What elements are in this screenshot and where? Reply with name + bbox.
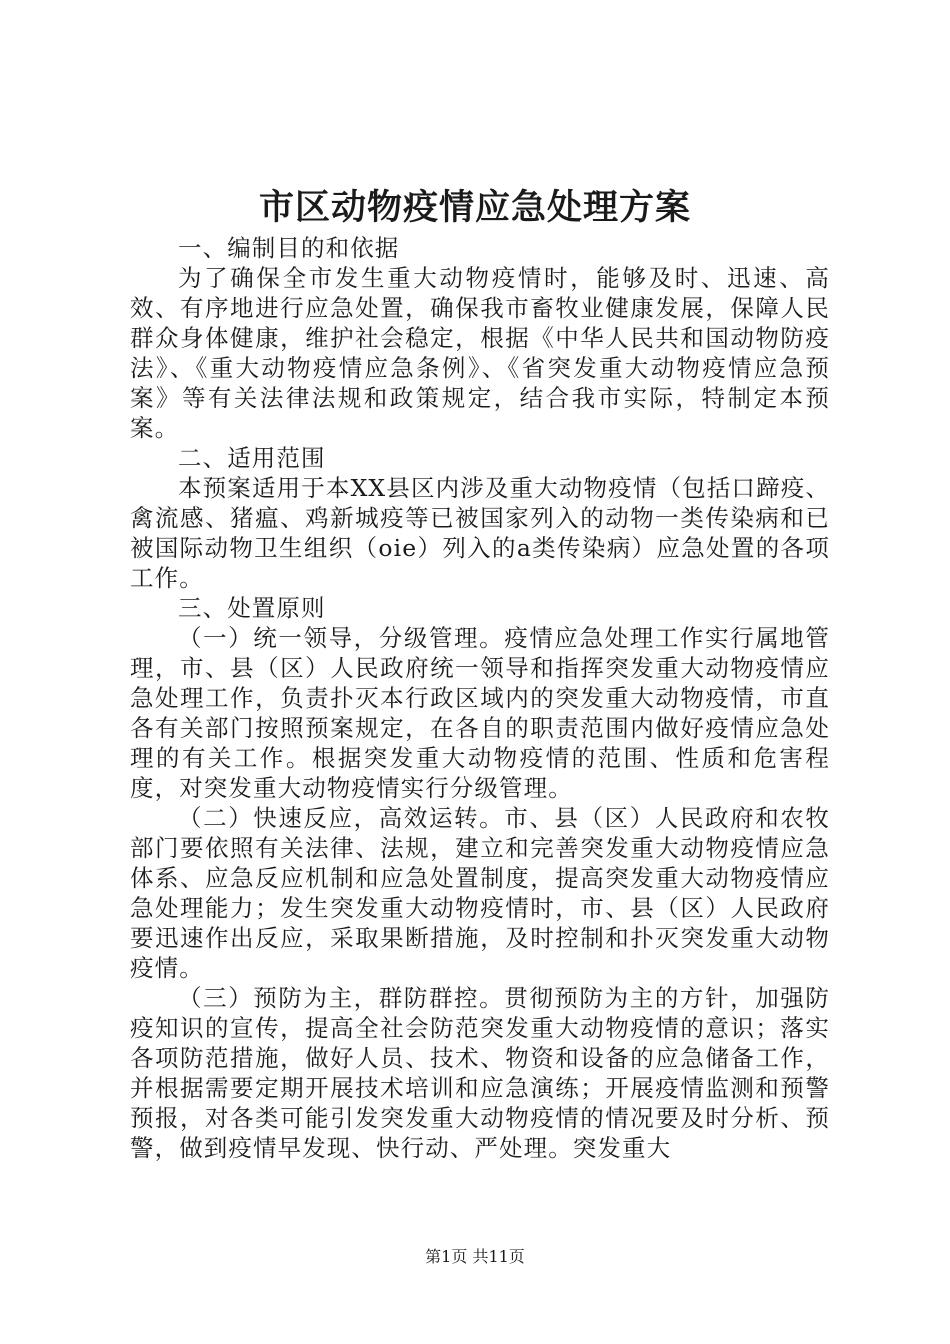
- section-heading: 二、适用范围: [178, 444, 326, 472]
- section-heading: 三、处置原则: [178, 594, 326, 622]
- document-title: 市区动物疫情应急处理方案: [258, 187, 691, 228]
- paragraph: （三）预防为主，群防群控。贯彻预防为主的方针，加强防疫知识的宣传，提高全社会防范突发重大动物疫情的意识；落实各项防范措施，做好人员、技术、物资和设备的应急储备工作，并根据需要定期开展技术培训和应急演练；开展疫情监测和预警预报，对各类可能引发突发重大动物疫情的情况要及时分析、预警，做到疫情早发现、快行动、严处理。突发重大: [130, 984, 830, 1162]
- document-body: [130, 233, 830, 1163]
- paragraph: （一）统一领导，分级管理。疫情应急处理工作实行属地管理，市、县（区）人民政府统一领导和指挥突发重大动物疫情应急处理工作，负责扑灭本行政区域内的突发重大动物疫情，市直各有关部门按照预案规定，在各自的职责范围内做好疫情应急处理的有关工作。根据突发重大动物疫情的范围、性质和危害程度，对突发重大动物疫情实行分级管理。: [130, 624, 830, 802]
- paragraph: 为了确保全市发生重大动物疫情时，能够及时、迅速、高效、有序地进行应急处置，确保我市畜牧业健康发展，保障人民群众身体健康，维护社会稳定，根据《中华人民共和国动物防疫法》、《重大动物疫情应急条例》、《省突发重大动物疫情应急预案》等有关法律法规和政策规定，结合我市实际，特制定本预案。: [130, 264, 830, 442]
- paragraph: （二）快速反应，高效运转。市、县（区）人民政府和农牧部门要依照有关法律、法规，建立和完善突发重大动物疫情应急体系、应急反应机制和应急处置制度，提高突发重大动物疫情应急处理能力；发生突发重大动物疫情时，市、县（区）人民政府要迅速作出反应，采取果断措施，及时控制和扑灭突发重大动物疫情。: [130, 804, 830, 982]
- page-number-footer: 第1页 共11页: [425, 1247, 525, 1266]
- section-heading: 一、编制目的和依据: [178, 234, 400, 262]
- paragraph: 本预案适用于本XX县区内涉及重大动物疫情（包括口蹄疫、禽流感、猪瘟、鸡新城疫等已被国家列入的动物一类传染病和已被国际动物卫生组织（oie）列入的a类传染病）应急处置的各项工作。: [130, 474, 830, 592]
